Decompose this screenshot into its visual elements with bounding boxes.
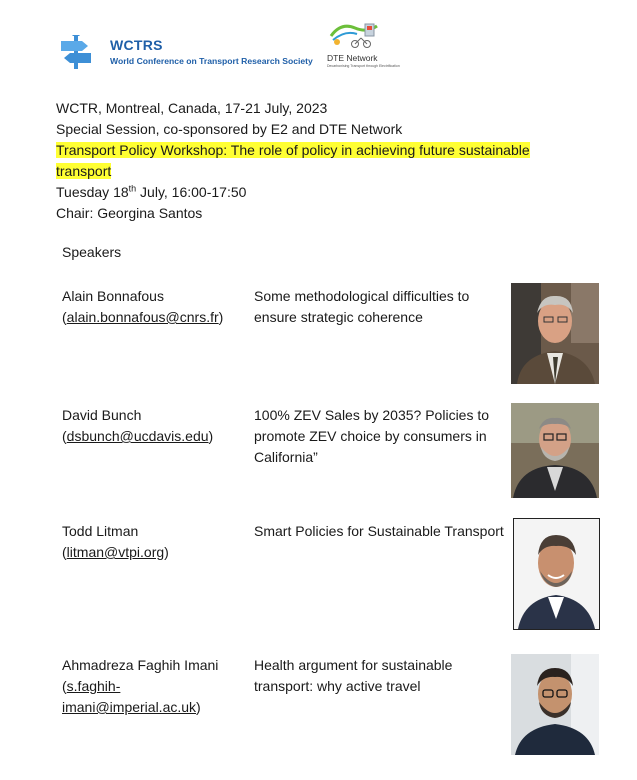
speaker-email-line: (alain.bonnafous@cnrs.fr) <box>62 309 224 325</box>
date-suffix: th <box>128 183 137 194</box>
talk-title: 100% ZEV Sales by 2035? Policies to promote ZEV choice by consumers in California” <box>254 407 490 465</box>
dte-network-icon <box>327 20 383 52</box>
speaker-info <box>62 521 248 563</box>
speaker-email-link[interactable]: dsbunch@ucdavis.edu <box>66 428 209 444</box>
speaker-email-line: (s.faghih-imani@imperial.ac.uk) <box>62 678 201 715</box>
speaker-info <box>62 405 248 447</box>
person-photo-icon <box>514 519 599 629</box>
chair-line: Chair: Georgina Santos <box>56 205 203 221</box>
speaker-name: David Bunch <box>62 407 142 423</box>
speaker-photo <box>511 654 599 755</box>
person-photo-icon <box>511 283 599 384</box>
talk-title: Some methodological difficulties to ensure strategic coherence <box>254 288 470 325</box>
workshop-title <box>56 140 586 182</box>
wctrs-name: WCTRS <box>110 37 163 53</box>
person-photo-icon <box>511 403 599 498</box>
speaker-info <box>62 286 248 328</box>
date-rest: July, 16:00-17:50 <box>136 184 247 200</box>
session-line: Special Session, co-sponsored by E2 and DTE Network <box>56 121 403 137</box>
wctrs-subtitle: World Conference on Transport Research Society <box>110 56 313 66</box>
speaker-photo <box>513 518 600 630</box>
speaker-photo <box>511 283 599 384</box>
dte-network-name: DTE Network <box>327 53 378 63</box>
speaker-info <box>62 655 248 718</box>
speakers-heading: Speakers <box>62 244 122 260</box>
speaker-name: Alain Bonnafous <box>62 288 164 304</box>
person-photo-icon <box>511 654 599 755</box>
speaker-email-link[interactable]: alain.bonnafous@cnrs.fr <box>66 309 219 325</box>
talk-title: Smart Policies for Sustainable Transport <box>254 523 504 539</box>
speaker-email-line: (litman@vtpi.org) <box>62 544 169 560</box>
date-day: Tuesday 18 <box>56 184 129 200</box>
speaker-name: Ahmadreza Faghih Imani <box>62 657 219 673</box>
signpost-icon <box>58 35 94 69</box>
event-line: WCTR, Montreal, Canada, 17-21 July, 2023 <box>56 100 328 116</box>
talk-title: Health argument for sustainable transport: why active travel <box>254 657 453 694</box>
speaker-email-link[interactable]: s.faghih-imani@imperial.ac.uk <box>62 678 197 715</box>
workshop-title-text: Transport Policy Workshop: The role of policy in achieving future sustainable transport <box>56 142 530 179</box>
speaker-email-link[interactable]: litman@vtpi.org <box>66 544 165 560</box>
dte-network-tagline: Decarbonising Transport through Electrification <box>327 64 400 68</box>
speaker-photo <box>511 403 599 498</box>
speaker-email-line: (dsbunch@ucdavis.edu) <box>62 428 214 444</box>
date-line <box>56 182 246 203</box>
dte-network-logo <box>325 20 400 70</box>
speaker-name: Todd Litman <box>62 523 139 539</box>
